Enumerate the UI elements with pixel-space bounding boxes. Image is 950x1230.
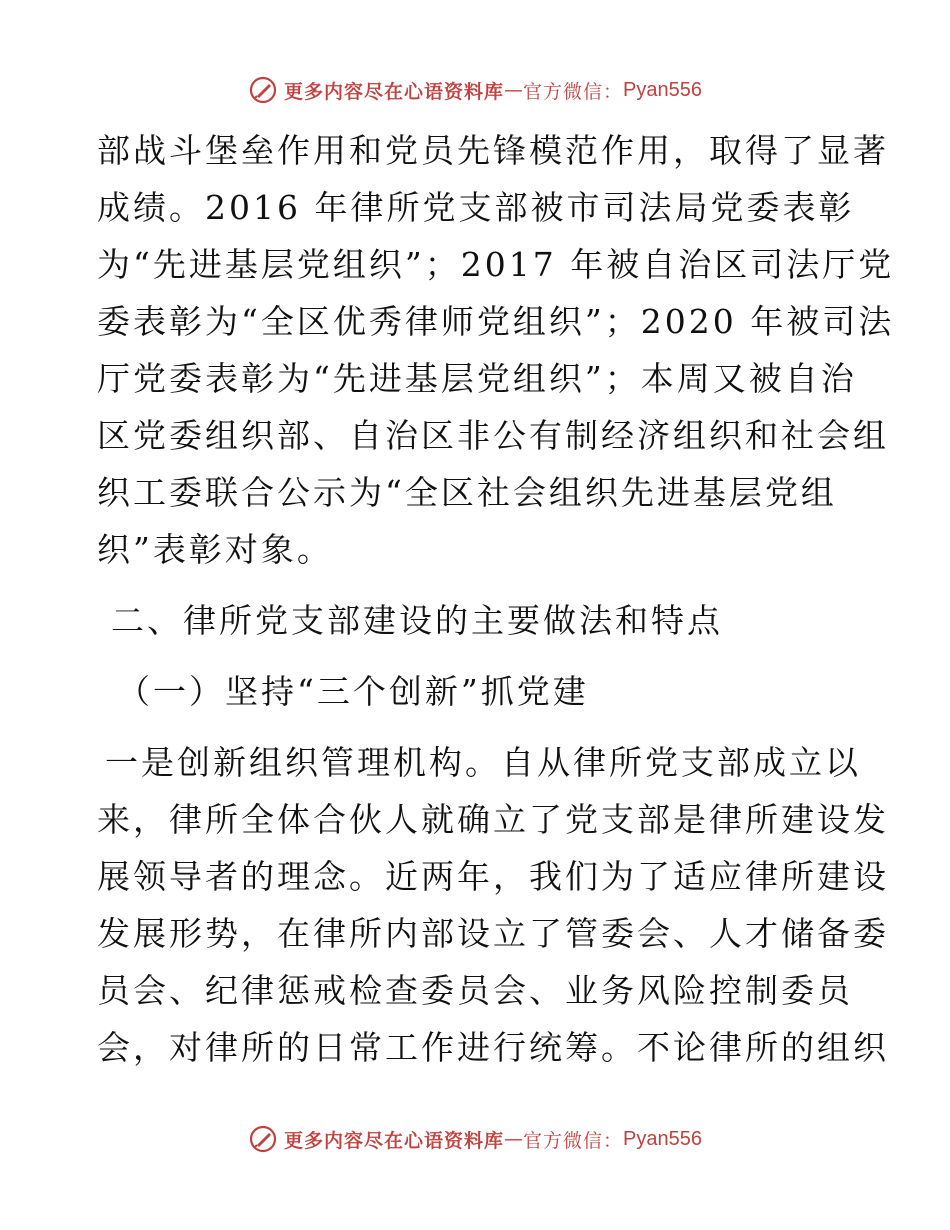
paragraph-line: 一是创新组织管理机构。自从律所党支部成立以 [105, 743, 861, 782]
watermark-text: 更多内容尽在心语资料库 [284, 1129, 505, 1152]
paragraph-line: 成绩。2016 年律所党支部被市司法局党委表彰 [97, 188, 855, 227]
watermark-label: 官方微信： [523, 1129, 624, 1152]
paragraph-line: 织”表彰对象。 [97, 530, 333, 569]
watermark-label: 官方微信： [523, 80, 624, 103]
watermark-wechat-id: Pyan556 [623, 78, 702, 101]
paragraph-line: 来，律所全体合伙人就确立了党支部是律所建设发 [97, 800, 889, 839]
paragraph-line: 织工委联合公示为“全区社会组织先进基层党组 [97, 473, 837, 512]
watermark-text: 更多内容尽在心语资料库 [284, 80, 505, 103]
paragraph-line: 会，对律所的日常工作进行统筹。不论律所的组织 [97, 1028, 889, 1067]
watermark-wechat-id: Pyan556 [623, 1127, 702, 1150]
watermark-dash: — [504, 1128, 524, 1150]
document-body [97, 122, 895, 1076]
paragraph-line: 委表彰为“全区优秀律师党组织”；2020 年被司法 [97, 302, 895, 341]
watermark-dash: — [504, 79, 524, 101]
subsection-heading: （一）坚持“三个创新”抓党建 [117, 672, 589, 711]
paragraph-line: 展领导者的理念。近两年，我们为了适应律所建设 [97, 857, 889, 896]
paragraph-line: 部战斗堡垒作用和党员先锋模范作用，取得了显著 [97, 131, 889, 170]
paragraph-line: 为“先进基层党组织”；2017 年被自治区司法厅党 [97, 245, 895, 284]
watermark-bottom [0, 1121, 950, 1157]
watermark-top [0, 72, 950, 108]
paragraph-line: 厅党委表彰为“先进基层党组织”；本周又被自治 [97, 359, 857, 398]
paragraph-line: 发展形势，在律所内部设立了管委会、人才储备委 [97, 914, 889, 953]
section-heading: 二、律所党支部建设的主要做法和特点 [111, 601, 723, 640]
quill-logo-icon [248, 1124, 278, 1154]
paragraph-line: 区党委组织部、自治区非公有制经济组织和社会组 [97, 416, 889, 455]
quill-logo-icon [248, 75, 278, 105]
paragraph-line: 员会、纪律惩戒检查委员会、业务风险控制委员 [97, 971, 853, 1010]
